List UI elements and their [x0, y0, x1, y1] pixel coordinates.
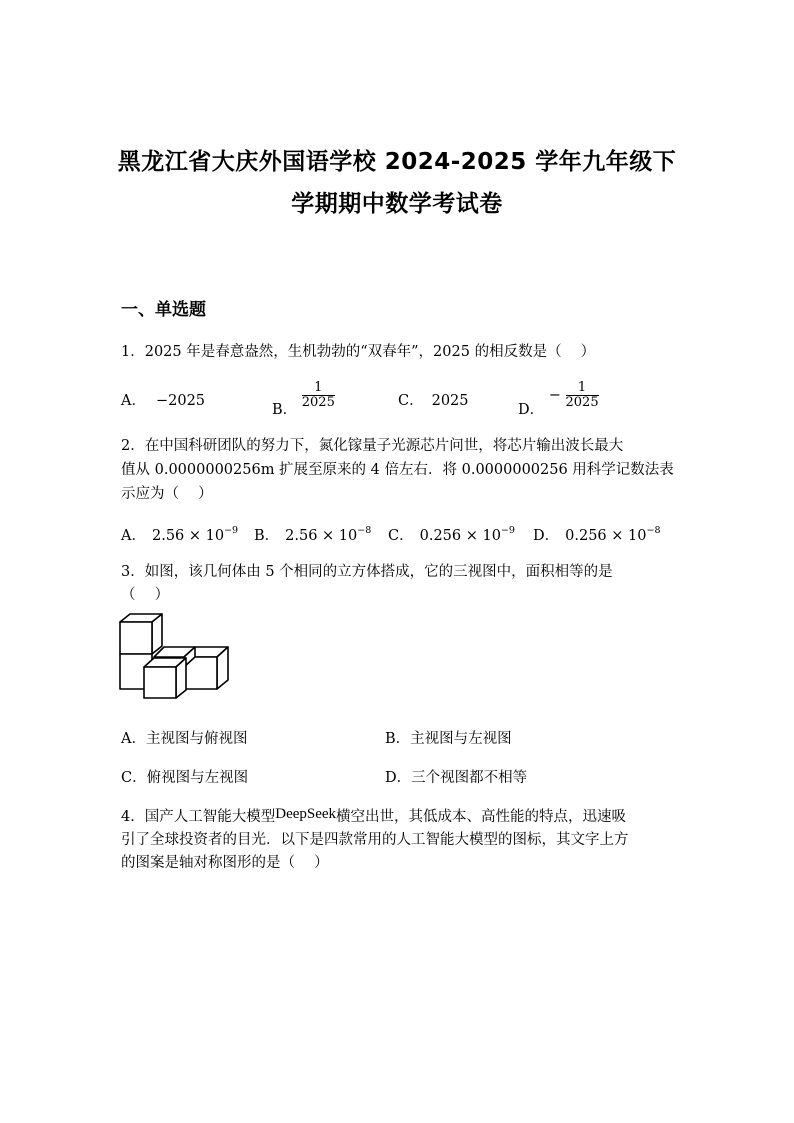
q3-option-d: D．三个视图都不相等	[385, 770, 528, 786]
minus-sign: −	[548, 387, 561, 404]
option-label: D．	[518, 401, 545, 418]
q3-option-a: A．主视图与俯视图	[121, 731, 248, 747]
option-label: B．	[254, 528, 280, 544]
option-label: B．	[272, 401, 298, 418]
q2-option-d	[533, 524, 661, 545]
q1-option-d	[518, 380, 599, 418]
fraction-numerator: 1	[577, 380, 587, 395]
option-value: 2025	[431, 393, 469, 409]
q2-option-b	[254, 524, 371, 545]
question-1-text: 1．2025 年是春意盎然，生机勃勃的“双春年”，2025 的相反数是（ ）	[121, 344, 596, 360]
q4-math-deepseek: DeepSeek	[275, 806, 337, 822]
option-exponent: −8	[646, 525, 661, 536]
q3-option-b: B．主视图与左视图	[385, 731, 512, 747]
option-base: 0.256 × 10	[419, 528, 501, 544]
question-3-line2: （ ）	[121, 587, 170, 603]
q2-option-c	[388, 524, 515, 545]
fraction	[566, 381, 599, 410]
question-2-line2: 值从 0.0000000256m 扩展至原来的 4 倍左右．将 0.0000000256 用科学记数法表	[121, 462, 674, 478]
option-base: 0.256 × 10	[565, 528, 647, 544]
option-exponent: −9	[500, 525, 515, 536]
q1-option-b	[272, 380, 335, 418]
question-4-line3: 的图案是轴对称图形的是（ ）	[121, 855, 329, 871]
q1-option-a	[121, 389, 205, 410]
option-label: C．	[388, 528, 414, 544]
option-label: A．	[121, 393, 146, 409]
page-title-line2: 学期期中数学考试卷	[291, 191, 503, 217]
option-label: C．	[398, 393, 424, 409]
fraction-denominator: 2025	[301, 395, 335, 410]
option-label: A．	[121, 528, 146, 544]
cube-top-left	[120, 614, 162, 654]
cube-figure	[118, 612, 236, 702]
cube-front	[144, 658, 186, 698]
question-4-line1	[121, 806, 626, 828]
option-base: 2.56 × 10	[285, 528, 358, 544]
q4-text-pre: 4．国产人工智能大模型	[121, 809, 276, 825]
option-label: D．	[533, 528, 560, 544]
option-base: 2.56 × 10	[151, 528, 225, 544]
q3-option-c: C．俯视图与左视图	[121, 770, 249, 786]
section-heading: 一、单选题	[121, 300, 206, 320]
option-exponent: −9	[224, 525, 239, 536]
question-2-line1: 2．在中国科研团队的努力下，氮化镓量子光源芯片问世，将芯片输出波长最大	[121, 438, 624, 454]
q2-option-a	[121, 524, 238, 545]
question-2-line3: 示应为（ ）	[121, 486, 213, 502]
fraction	[302, 381, 335, 410]
fraction-numerator: 1	[314, 380, 323, 395]
q4-text-post: 横空出世，其低成本、高性能的特点，迅速吸	[336, 809, 627, 825]
page-title-line1: 黑龙江省大庆外国语学校 2024-2025 学年九年级下	[117, 149, 677, 175]
q1-option-c	[398, 389, 469, 410]
option-value: −2025	[155, 393, 206, 409]
option-exponent: −8	[357, 525, 372, 536]
question-3-line1: 3．如图，该几何体由 5 个相同的立方体搭成，它的三视图中，面积相等的是	[121, 564, 613, 580]
question-4-line2: 引了全球投资者的目光．以下是四款常用的人工智能大模型的图标，其文字上方	[121, 832, 629, 848]
fraction-denominator: 2025	[565, 395, 599, 410]
